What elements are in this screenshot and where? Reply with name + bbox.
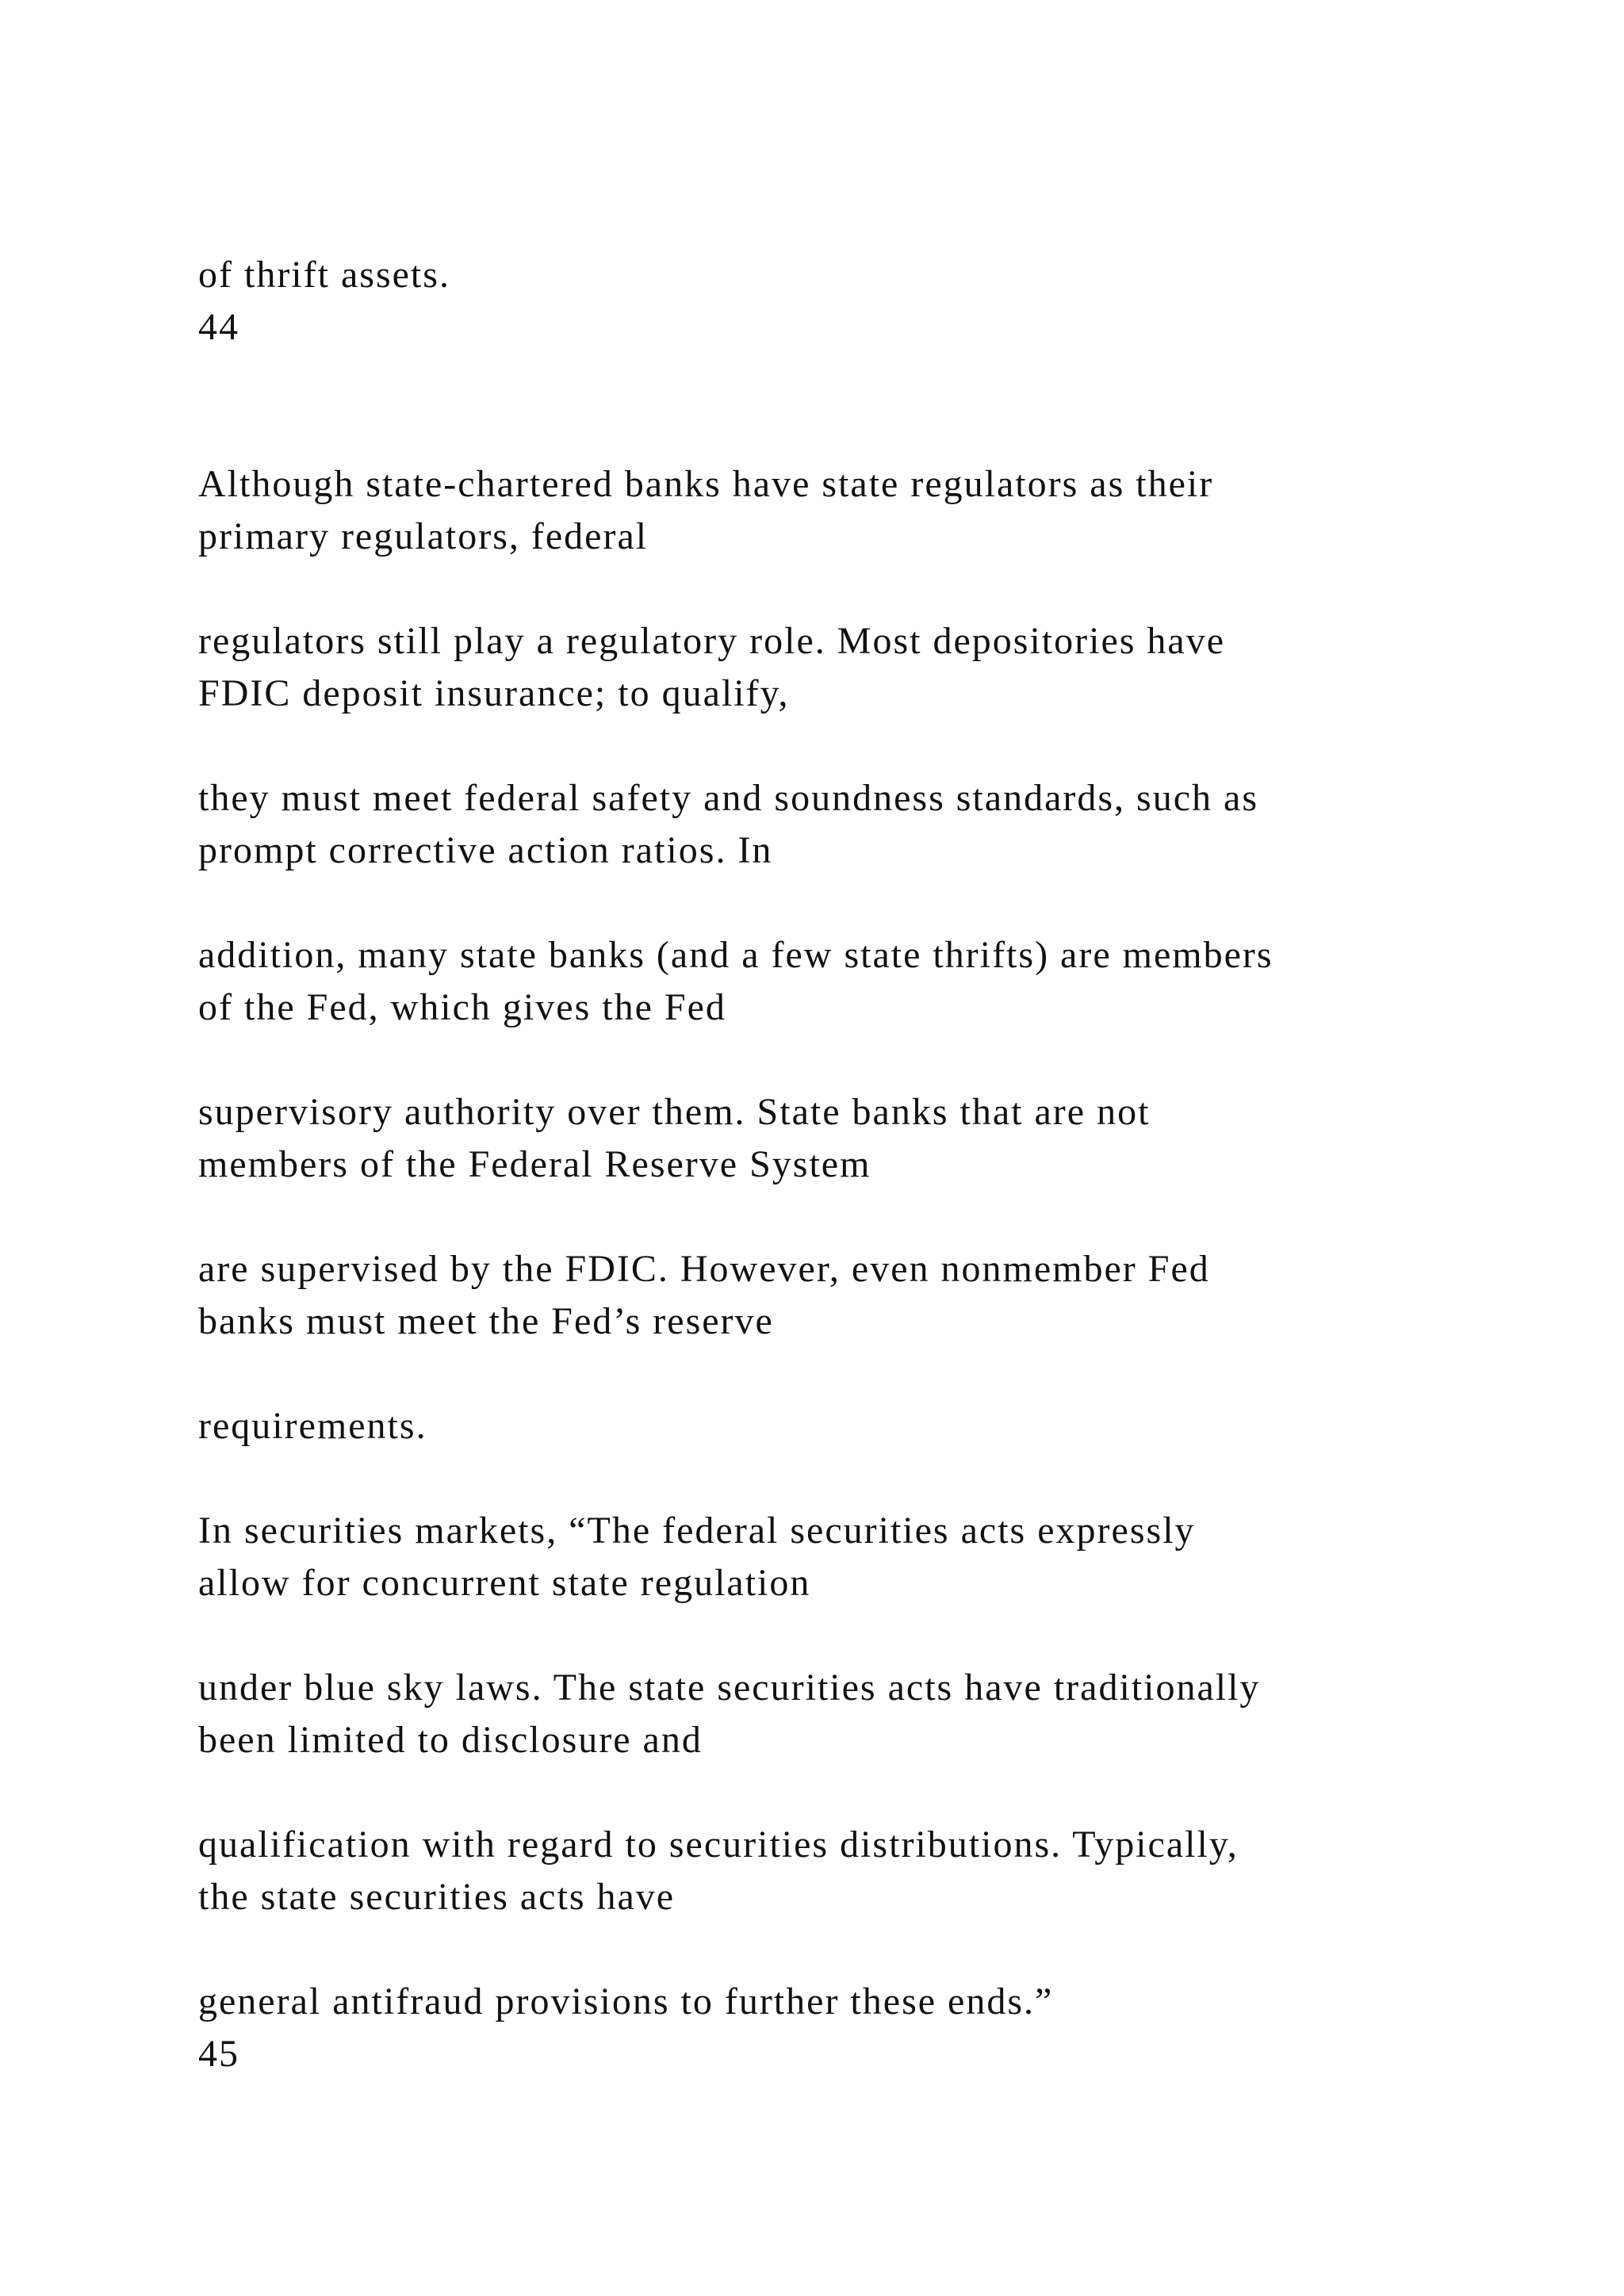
text-line: FDIC deposit insurance; to qualify, [198,672,790,714]
text-line: primary regulators, federal [198,515,649,557]
text-line: under blue sky laws. The state securities acts have traditionally [198,1667,1261,1709]
text-line: prompt corrective action ratios. In [198,829,773,871]
text-line: Although state-chartered banks have state regulators as their [198,463,1214,505]
text-line: banks must meet the Fed’s reserve [198,1300,774,1342]
text-line: the state securities acts have [198,1876,676,1918]
text-line: they must meet federal safety and soundness standards, such as [198,777,1259,819]
text-line: qualification with regard to securities distributions. Typically, [198,1823,1239,1866]
text-line: regulators still play a regulatory role. Most depositories have [198,620,1226,662]
text-line: supervisory authority over them. State banks that are not [198,1091,1151,1133]
text-line: members of the Federal Reserve System [198,1143,871,1185]
text-line: of thrift assets. [198,254,450,296]
footnote-number: 44 [198,306,239,348]
footnote-number: 45 [198,2033,239,2075]
text-line: allow for concurrent state regulation [198,1562,811,1604]
text-line: In securities markets, “The federal securities acts expressly [198,1510,1196,1552]
text-line: requirements. [198,1405,427,1447]
text-line: addition, many state banks (and a few state thrifts) are members [198,934,1274,976]
text-line: are supervised by the FDIC. However, even nonmember Fed [198,1248,1210,1290]
text-line: general antifraud provisions to further these ends.” [198,1980,1054,2022]
text-line: been limited to disclosure and [198,1719,703,1761]
text-line: of the Fed, which gives the Fed [198,986,726,1028]
